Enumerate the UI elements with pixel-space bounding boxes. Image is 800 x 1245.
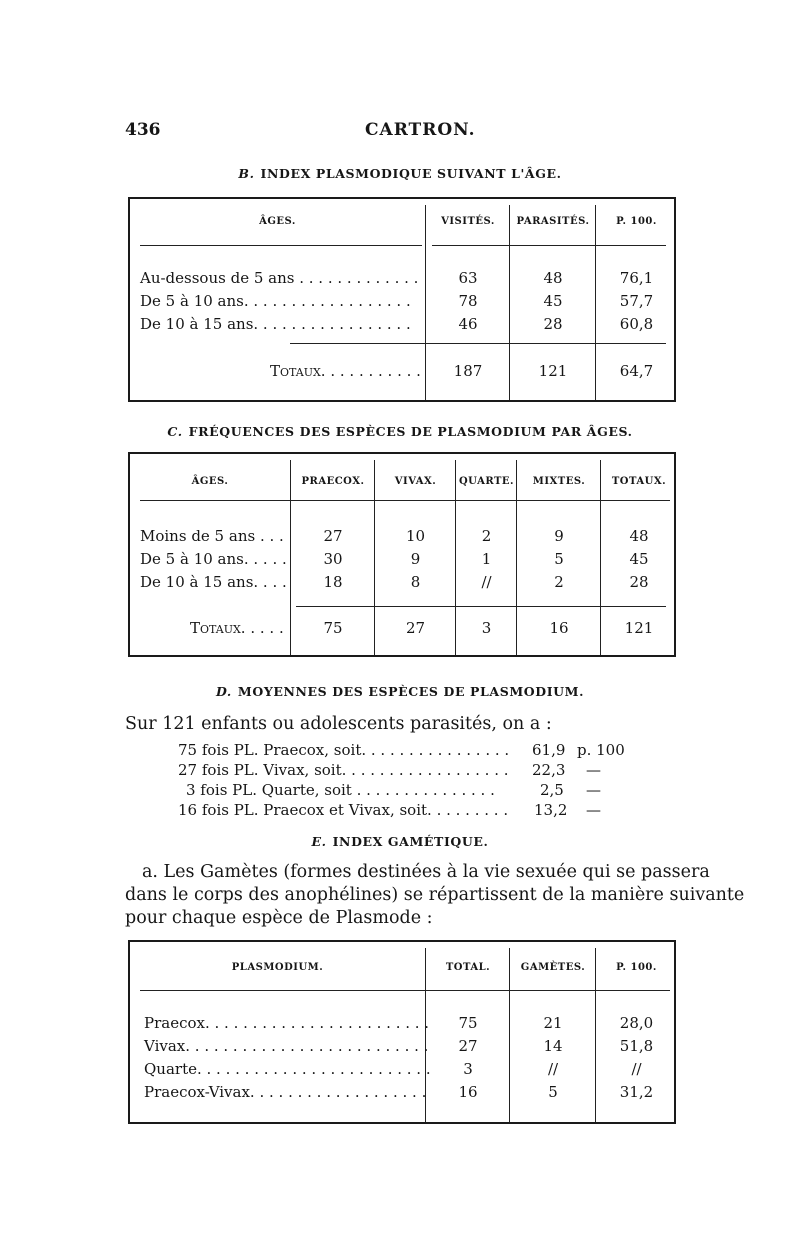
section-c-heading: FRÉQUENCES DES ESPÈCES DE PLASMODIUM PAR ÂGES.: [188, 424, 633, 439]
col-header-parasites: PARASITÉS.: [516, 216, 590, 227]
col-header-plasmodium: PLASMODIUM.: [231, 962, 324, 973]
section-b-letter: B.: [238, 166, 255, 181]
table-row-label: De 5 à 10 ans. . . . .: [140, 550, 287, 568]
total-cell: 64,7: [619, 362, 654, 380]
table-cell: 10: [405, 527, 426, 545]
average-line-value: 22,3: [532, 761, 566, 779]
average-line-suffix: —: [586, 781, 601, 799]
table-cell: 16: [458, 1083, 478, 1101]
table-gametic-index: [128, 940, 676, 1124]
table-cell: //: [631, 1060, 642, 1078]
average-line-text: 16 fois PL. Praecox et Vivax, soit. . . . . . . . .: [178, 801, 509, 819]
section-e-heading: INDEX GAMÉTIQUE.: [332, 834, 489, 849]
table-cell: 28: [543, 315, 563, 333]
table-cell: 31,2: [619, 1083, 654, 1101]
average-line-value: 13,2: [534, 801, 568, 819]
total-cell: 16: [549, 619, 569, 637]
col-header-visites: VISITÉS.: [441, 216, 495, 227]
running-title: CARTRON.: [365, 120, 476, 140]
col-header-gametes: GAMÈTES.: [520, 962, 586, 973]
section-e-letter: E.: [311, 834, 327, 849]
table-cell: 2: [481, 527, 492, 545]
average-line-value: 2,5: [540, 781, 564, 799]
table-row-label: De 10 à 15 ans. . . . . . . . . . . . . . . . .: [140, 315, 411, 333]
col-header-quarte: QUARTE.: [458, 476, 515, 487]
section-e-title: [0, 834, 800, 849]
table-cell: 46: [458, 315, 478, 333]
table-cell: 57,7: [619, 292, 654, 310]
table-cell: 30: [323, 550, 343, 568]
table-row-label: De 5 à 10 ans. . . . . . . . . . . . . . . . . .: [140, 292, 411, 310]
table-plasmodic-index: [128, 197, 676, 402]
table-cell: 48: [629, 527, 649, 545]
average-line-text: 75 fois PL. Praecox, soit. . . . . . . . . . . . . . . .: [178, 741, 510, 759]
section-e-para-line-2: dans le corps des anophélines) se répartissent de la manière suivante: [125, 885, 745, 905]
table-row-label: Au-dessous de 5 ans . . . . . . . . . . . . .: [140, 269, 419, 287]
total-cell: 121: [624, 619, 654, 637]
col-header-vivax: VIVAX.: [394, 476, 437, 487]
table-row-label: Moins de 5 ans . . .: [140, 527, 284, 545]
table-cell: 51,8: [619, 1037, 654, 1055]
section-d-intro: Sur 121 enfants ou adolescents parasités, on a :: [125, 714, 552, 734]
section-c-letter: C.: [167, 424, 183, 439]
table-cell: 63: [458, 269, 478, 287]
table-cell: 78: [458, 292, 478, 310]
average-line-suffix: p. 100: [577, 741, 625, 759]
average-line-suffix: —: [586, 761, 601, 779]
table-cell: 28,0: [619, 1014, 654, 1032]
section-e-para-line-1: a. Les Gamètes (formes destinées à la vie sexuée qui se passera: [142, 862, 710, 882]
section-d-heading: MOYENNES DES ESPÈCES DE PLASMODIUM.: [237, 684, 585, 699]
table-cell: //: [481, 573, 492, 591]
total-cell: 121: [538, 362, 568, 380]
table-cell: 45: [543, 292, 563, 310]
table-row-label: Quarte. . . . . . . . . . . . . . . . . . . . . . . . .: [144, 1060, 431, 1078]
table-row-label: Praecox-Vivax. . . . . . . . . . . . . . . . . . .: [144, 1083, 427, 1101]
page-number: 436: [125, 120, 161, 140]
table-cell: 27: [323, 527, 343, 545]
total-row-label: Totaux. . . . . . . . . . .: [270, 362, 421, 380]
total-cell: 187: [453, 362, 483, 380]
table-cell: 45: [629, 550, 649, 568]
average-line-value: 61,9: [532, 741, 566, 759]
table-cell: 60,8: [619, 315, 654, 333]
table-cell: //: [547, 1060, 559, 1078]
col-header-p100: P. 100.: [616, 962, 657, 973]
table-cell: 5: [548, 1083, 558, 1101]
table-species-by-age: [128, 452, 676, 657]
section-b-title: [0, 166, 800, 181]
total-row-label: Totaux. . . . .: [190, 619, 284, 637]
table-cell: 2: [554, 573, 564, 591]
section-c-title: [0, 424, 800, 439]
table-cell: 3: [463, 1060, 473, 1078]
table-cell: 28: [629, 573, 649, 591]
table-cell: 14: [543, 1037, 563, 1055]
table-cell: 1: [481, 550, 492, 568]
table-row-label: Praecox. . . . . . . . . . . . . . . . . . . . . . . .: [144, 1014, 430, 1032]
table-cell: 9: [554, 527, 564, 545]
table-cell: 18: [323, 573, 343, 591]
section-d-title: [0, 684, 800, 699]
table-cell: 76,1: [619, 269, 654, 287]
table-row-label: De 10 à 15 ans. . . .: [140, 573, 287, 591]
col-header-ages: ÂGES.: [191, 476, 229, 487]
total-cell: 27: [405, 619, 426, 637]
average-line-text: 3 fois PL. Quarte, soit . . . . . . . . . . . . . . .: [186, 781, 495, 799]
table-cell: 5: [554, 550, 564, 568]
col-header-p100: P. 100.: [616, 216, 657, 227]
col-header-total: TOTAL.: [445, 962, 491, 973]
col-header-ages: ÂGES.: [259, 216, 296, 227]
col-header-praecox: PRAECOX.: [301, 476, 365, 487]
section-b-heading: INDEX PLASMODIQUE SUIVANT L'ÂGE.: [260, 166, 562, 181]
total-cell: 75: [323, 619, 343, 637]
section-e-para-line-3: pour chaque espèce de Plasmode :: [125, 908, 433, 928]
col-header-totaux: TOTAUX.: [611, 476, 667, 487]
average-line-suffix: —: [586, 801, 601, 819]
table-cell: 27: [458, 1037, 478, 1055]
table-cell: 48: [543, 269, 563, 287]
table-cell: 21: [543, 1014, 563, 1032]
total-cell: 3: [481, 619, 492, 637]
average-line-text: 27 fois PL. Vivax, soit. . . . . . . . . . . . . . . . . .: [178, 761, 509, 779]
section-d-letter: D.: [215, 684, 232, 699]
table-cell: 8: [410, 573, 421, 591]
col-header-mixtes: MIXTES.: [532, 476, 586, 487]
table-cell: 9: [410, 550, 421, 568]
table-row-label: Vivax. . . . . . . . . . . . . . . . . . . . . . . . . .: [144, 1037, 429, 1055]
table-cell: 75: [458, 1014, 478, 1032]
